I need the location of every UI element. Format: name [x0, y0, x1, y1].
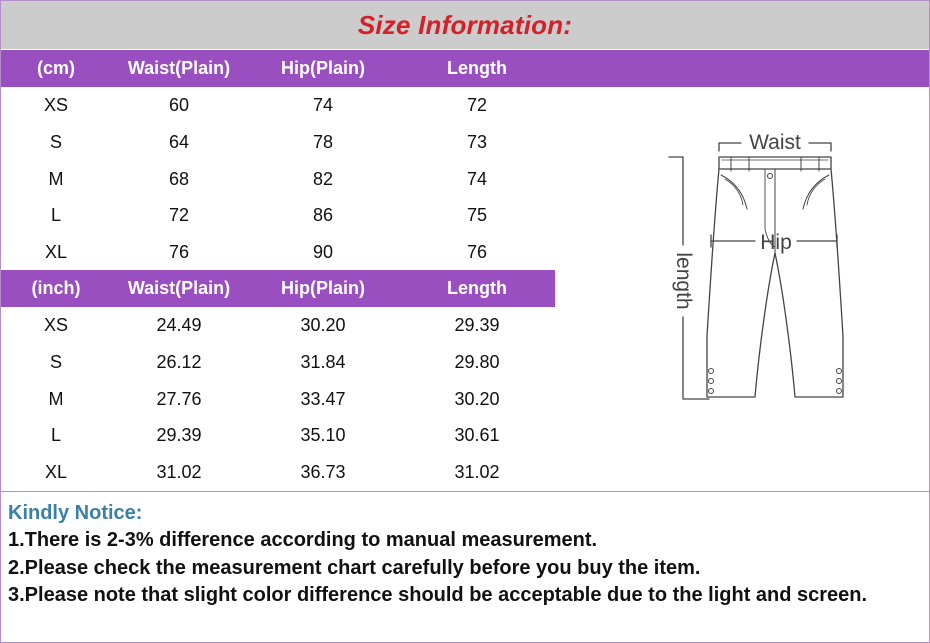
waist-cell: 60 — [168, 95, 190, 115]
length-cell: 30.20 — [454, 389, 500, 409]
table-row — [1, 381, 555, 417]
header-waist: Waist(Plain) — [127, 278, 231, 298]
hip-label: Hip — [760, 231, 792, 254]
size-cell: S — [49, 352, 62, 372]
pants-measurement-diagram-icon — [649, 121, 849, 411]
hip-cell: 30.20 — [300, 315, 346, 335]
length-cell: 74 — [466, 169, 488, 189]
waist-cell: 64 — [168, 132, 190, 152]
waist-cell: 29.39 — [156, 425, 202, 445]
cm-table-header — [1, 50, 929, 87]
hip-cell: 78 — [312, 132, 334, 152]
waist-cell: 26.12 — [156, 352, 202, 372]
hip-cell: 74 — [312, 95, 334, 115]
size-cell: L — [50, 425, 61, 445]
hip-cell: 35.10 — [300, 425, 346, 445]
header-length: Length — [447, 278, 507, 298]
length-cell: 30.61 — [454, 425, 500, 445]
hip-cell: 33.47 — [300, 389, 346, 409]
table-row — [1, 344, 555, 380]
size-cell: M — [48, 169, 64, 189]
size-cell: XS — [43, 95, 68, 115]
hip-cell: 86 — [312, 205, 334, 225]
hip-cell: 90 — [312, 242, 334, 262]
waist-cell: 76 — [168, 242, 190, 262]
table-row — [1, 454, 555, 490]
table-row — [1, 234, 555, 270]
header-waist: Waist(Plain) — [127, 58, 231, 78]
waist-cell: 68 — [168, 169, 190, 189]
waist-cell: 27.76 — [156, 389, 202, 409]
waist-cell: 72 — [168, 205, 190, 225]
inch-table-header — [1, 270, 555, 307]
table-row — [1, 87, 555, 123]
header-hip: Hip(Plain) — [281, 278, 365, 298]
length-label: length — [672, 252, 695, 310]
table-row — [1, 417, 555, 453]
size-cell: XL — [44, 462, 68, 482]
length-cell: 75 — [466, 205, 488, 225]
page-title: Size Information: — [357, 9, 573, 40]
notice-line: 3.Please note that slight color difference should be acceptable due to the light and screen. — [8, 584, 868, 606]
length-cell: 73 — [466, 132, 488, 152]
notice-section — [8, 499, 924, 610]
hip-cell: 31.84 — [300, 352, 346, 372]
size-cell: XS — [43, 315, 68, 335]
length-cell: 29.80 — [454, 352, 500, 372]
header-unit: (cm) — [36, 58, 75, 78]
table-row — [1, 124, 555, 160]
length-cell: 31.02 — [454, 462, 500, 482]
length-cell: 76 — [466, 242, 488, 262]
notice-line: 2.Please check the measurement chart carefully before you buy the item. — [8, 556, 701, 579]
length-cell: 72 — [466, 95, 488, 115]
size-cell: L — [50, 205, 61, 225]
table-row — [1, 161, 555, 197]
header-unit: (inch) — [31, 278, 81, 298]
table-row — [1, 197, 555, 233]
length-cell: 29.39 — [454, 315, 500, 335]
notice-title: Kindly Notice: — [8, 502, 143, 524]
size-cell: XL — [44, 242, 68, 262]
waist-cell: 24.49 — [156, 315, 202, 335]
table-row — [1, 307, 555, 343]
title-bar — [1, 1, 929, 49]
size-cell: S — [49, 132, 62, 152]
waist-cell: 31.02 — [156, 462, 202, 482]
header-hip: Hip(Plain) — [281, 58, 365, 78]
hip-cell: 82 — [312, 169, 334, 189]
hip-cell: 36.73 — [300, 462, 346, 482]
waist-label: Waist — [749, 131, 801, 154]
notice-line: 1.There is 2-3% difference according to manual measurement. — [8, 529, 598, 551]
section-divider — [1, 491, 929, 492]
size-cell: M — [48, 389, 64, 409]
header-length: Length — [447, 58, 507, 78]
